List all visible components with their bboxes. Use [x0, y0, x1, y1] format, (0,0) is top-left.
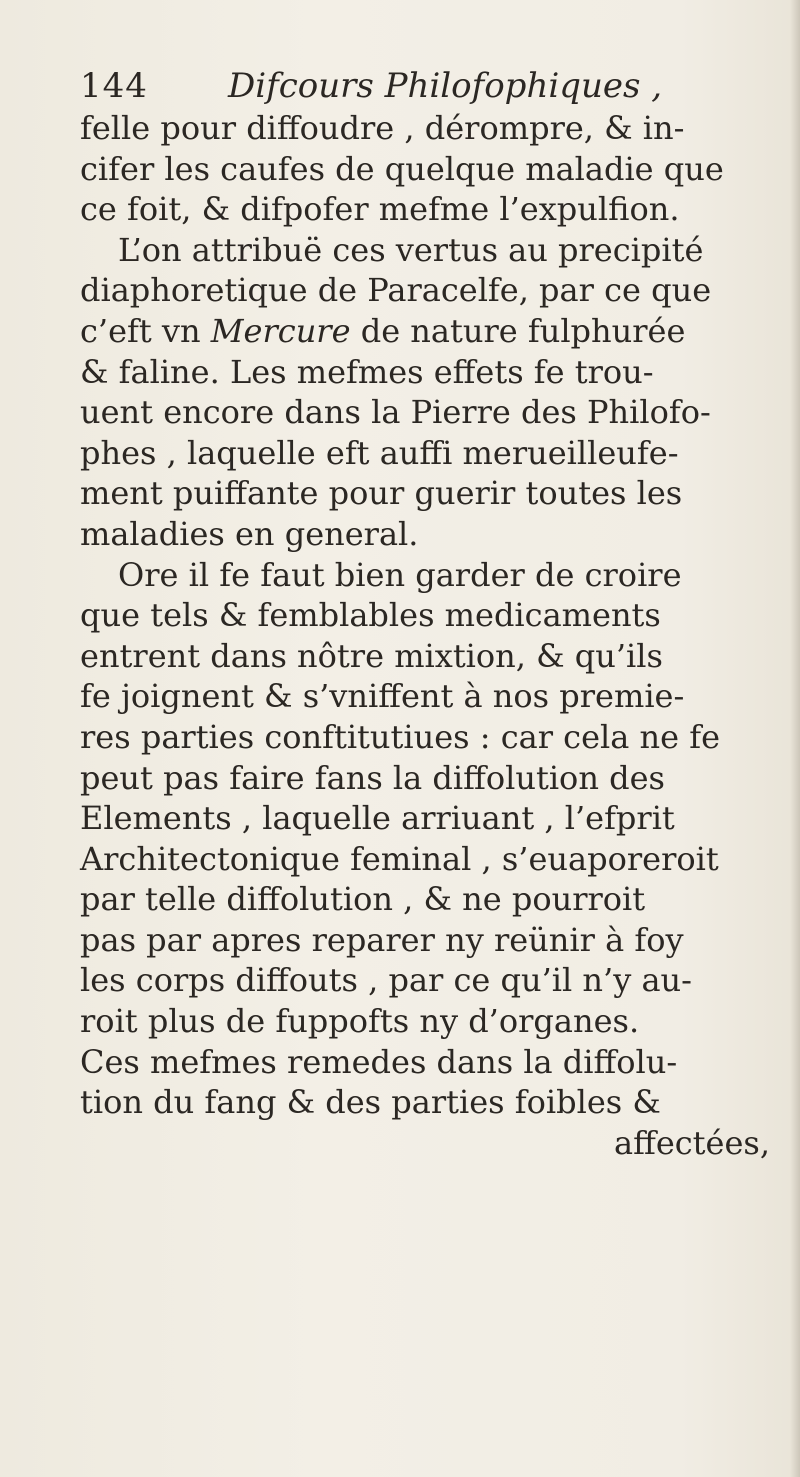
text-line: Ces mefmes remedes dans la diffolu- [80, 1042, 678, 1081]
italic-word: Mercure [210, 311, 351, 350]
body-text [80, 108, 780, 1163]
text-line: ment puiffante pour guerir toutes les [80, 474, 683, 513]
text-line: maladies en general. [80, 514, 419, 553]
text-line: entrent dans nôtre mixtion, & qu’ils [80, 636, 663, 675]
text-line: & faline. Les mefmes effets fe trou- [80, 352, 654, 391]
text-line: fe joignent & s’vniffent à nos premie- [80, 677, 685, 716]
running-head: Difcours Philofophiques , [228, 66, 663, 106]
page-number: 144 [80, 66, 148, 106]
text-segment: de nature fulphurée [350, 311, 686, 350]
text-line: cifer les caufes de quelque maladie que [80, 149, 724, 188]
text-line: Elements , laquelle arriuant , l’efprit [80, 799, 675, 838]
text-line: res parties conftitutiues : car cela ne fe [80, 717, 721, 756]
text-line: diaphoretique de Paracelfe, par ce que [80, 271, 712, 310]
text-line: phes , laquelle eft auffi merueilleufe- [80, 433, 679, 472]
text-line: Architectonique feminal , s’euaporeroit [80, 839, 719, 878]
text-line: Ore il fe faut bien garder de croire [118, 555, 682, 594]
text-line: felle pour diffoudre , dérompre, & in- [80, 109, 685, 147]
text-line-mixed [80, 311, 780, 352]
text-line: les corps diffouts , par ce qu’il n’y au- [80, 961, 692, 1000]
text-line: pas par apres reparer ny reünir à foy [80, 920, 684, 959]
text-line: peut pas faire fans la diffolution des [80, 758, 665, 797]
text-line: par telle diffolution , & ne pourroit [80, 880, 646, 919]
text-line: tion du fang & des parties foibles & [80, 1083, 661, 1122]
text-line: uent encore dans la Pierre des Philofo- [80, 393, 711, 432]
page-edge-shadow [790, 0, 800, 1477]
text-line: ce foit, & difpofer mefme l’expulfion. [80, 190, 680, 229]
text-line: roit plus de fuppofts ny d’organes. [80, 1002, 640, 1041]
catchword-line: affectées, [614, 1123, 770, 1162]
text-line: L’on attribuë ces vertus au precipité [118, 230, 704, 269]
page-header [80, 58, 720, 114]
text-line: que tels & femblables medicaments [80, 596, 661, 635]
text-segment: c’eft vn [80, 311, 201, 350]
